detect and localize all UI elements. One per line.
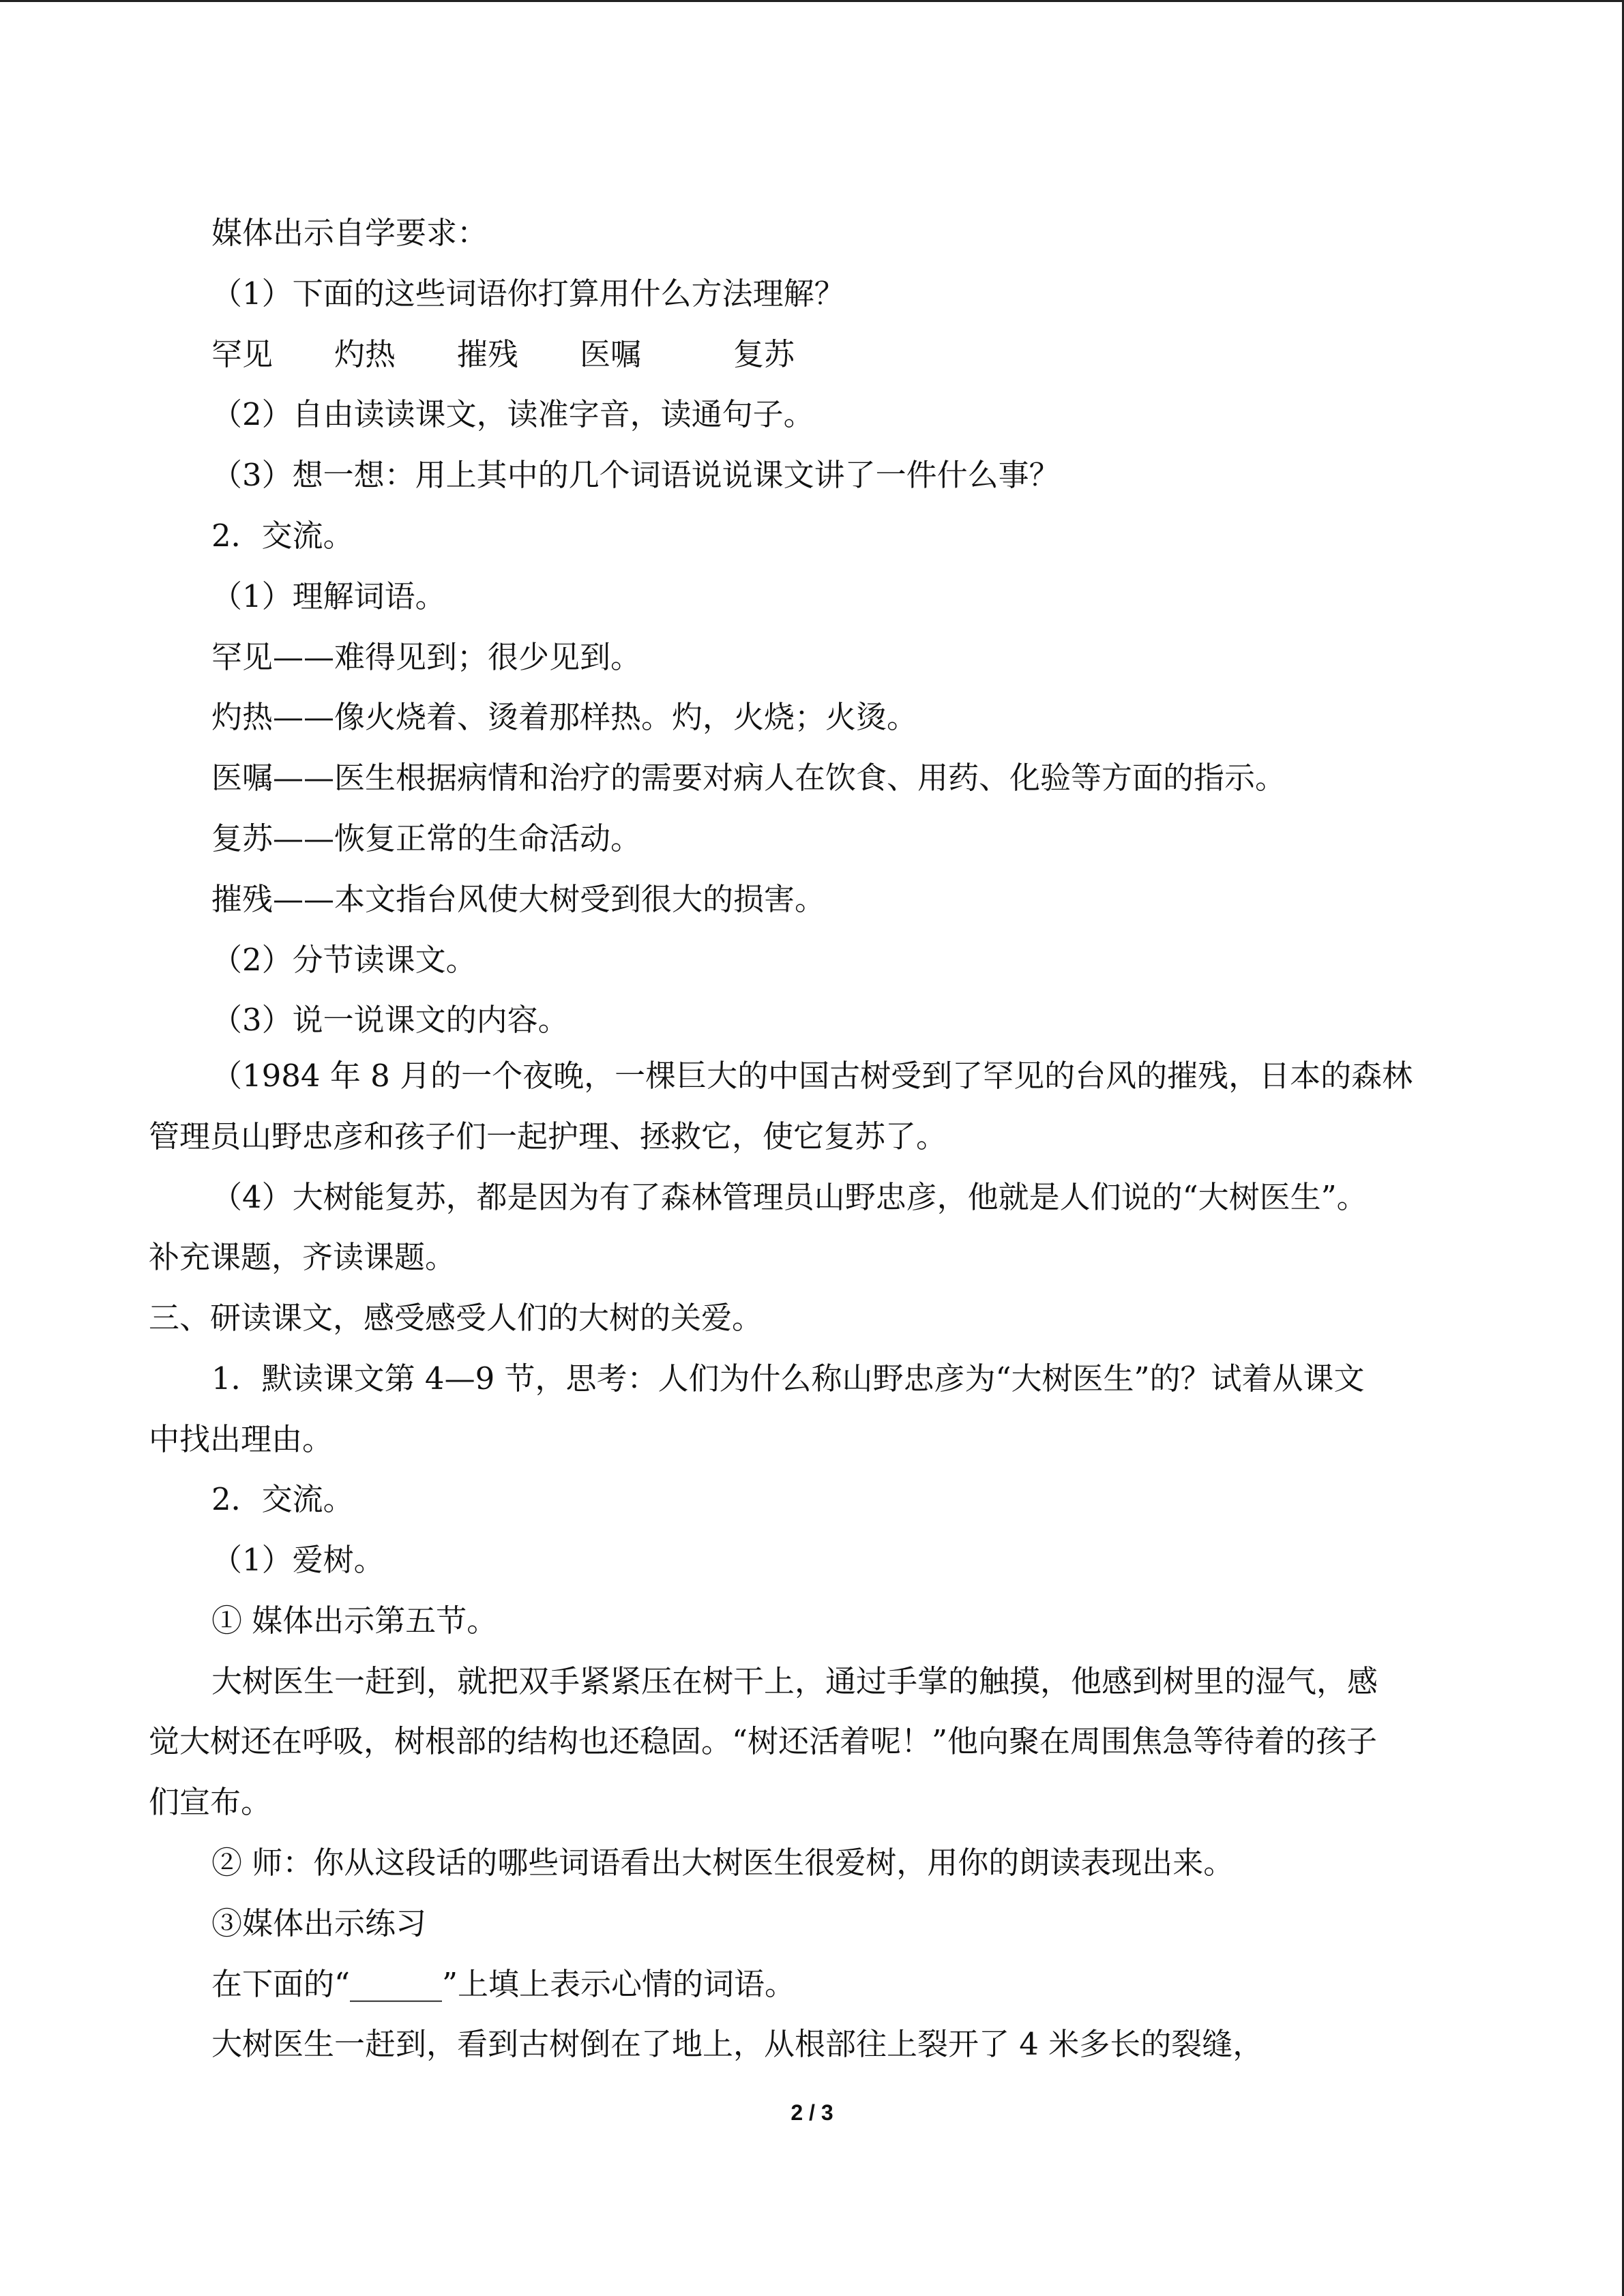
text-line: 灼热——像火烧着、烫着那样热。灼，火烧；火烫。	[211, 699, 918, 735]
text-line: 们宣布。	[149, 1784, 272, 1820]
text-line: （3）说一说课文的内容。	[211, 1002, 569, 1038]
text-line: 大树医生一赶到，就把双手紧紧压在树干上，通过手掌的触摸，他感到树里的湿气，感	[211, 1663, 1378, 1699]
text-line: （1984 年 8 月的一个夜晚，一棵巨大的中国古树受到了罕见的台风的摧残，日本的森林	[211, 1058, 1413, 1094]
text-line: 补充课题，齐读课题。	[149, 1239, 456, 1275]
text-line: （3）想一想：用上其中的几个词语说说课文讲了一件什么事？	[211, 457, 1060, 493]
text-line: 罕见——难得见到；很少见到。	[211, 639, 642, 675]
page-number: 2 / 3	[791, 2100, 833, 2125]
text-line: 在下面的“______”上填上表示心情的词语。	[211, 1966, 796, 2002]
text-line: （1）理解词语。	[211, 578, 446, 614]
page-top-border	[0, 0, 1624, 2]
text-line: 觉大树还在呼吸，树根部的结构也还稳固。“树还活着呢！”他向聚在周围焦急等待着的孩子	[149, 1723, 1378, 1759]
text-line: 2．交流。	[211, 518, 354, 554]
text-line: ② 师：你从这段话的哪些词语看出大树医生很爱树，用你的朗读表现出来。	[211, 1845, 1235, 1881]
text-line: （1）下面的这些词语你打算用什么方法理解？	[211, 275, 845, 312]
text-line: （4）大树能复苏，都是因为有了森林管理员山野忠彦，他就是人们说的“大树医生”。	[211, 1179, 1368, 1215]
text-line: 媒体出示自学要求：	[211, 215, 488, 251]
text-line: 管理员山野忠彦和孩子们一起护理、拯救它，使它复苏了。	[149, 1118, 947, 1154]
section-heading: 三、研读课文，感受感受人们的大树的关爱。	[149, 1300, 763, 1336]
text-line: 中找出理由。	[149, 1421, 334, 1457]
text-line: （1）爱树。	[211, 1542, 385, 1578]
text-line: （2）自由读读课文，读准字音，读通句子。	[211, 396, 814, 432]
text-line: 医嘱——医生根据病情和治疗的需要对病人在饮食、用药、化验等方面的指示。	[211, 760, 1286, 796]
text-line: ① 媒体出示第五节。	[211, 1602, 498, 1639]
text-line: 2．交流。	[211, 1481, 354, 1517]
text-line: 1．默读课文第 4—9 节，思考：人们为什么称山野忠彦为“大树医生”的？试着从课文	[211, 1360, 1365, 1397]
text-line: 复苏——恢复正常的生命活动。	[211, 820, 642, 856]
text-line: 摧残——本文指台风使大树受到很大的损害。	[211, 881, 826, 917]
text-line: （2）分节读课文。	[211, 942, 477, 978]
text-line: ③媒体出示练习	[211, 1905, 427, 1941]
text-line: 罕见 灼热 摧残 医嘱 复苏	[211, 336, 795, 372]
text-line: 大树医生一赶到，看到古树倒在了地上，从根部往上裂开了 4 米多长的裂缝，	[211, 2026, 1264, 2062]
